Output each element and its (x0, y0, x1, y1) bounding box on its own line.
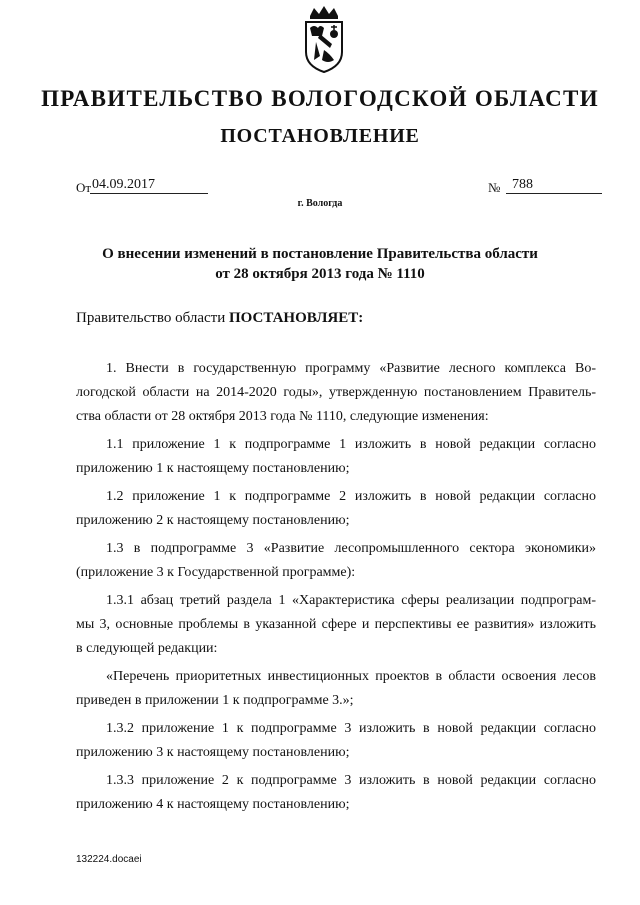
body-line: 1. Внести в государственную программу «Развитие лесного комплекса Во- (106, 361, 596, 376)
preamble-text: Правительство области (76, 310, 229, 326)
coat-of-arms-icon (300, 4, 348, 76)
body-line: 1.3.2 приложение 1 к подпрограмме 3 изложить в новой редакции согласно (106, 721, 596, 736)
document-date: 04.09.2017 (90, 177, 208, 194)
body-line: логодской области на 2014-2020 годы», утвержденную постановлением Правитель- (76, 385, 596, 400)
body-line: 1.1 приложение 1 к подпрограмме 1 изложить в новой редакции согласно (106, 437, 596, 452)
body-line: 1.3.1 абзац третий раздела 1 «Характеристика сферы реализации подпрограм- (106, 593, 596, 608)
body-line: мы 3, основные проблемы в указанной сфере и перспективы ее развития» изложить (76, 617, 596, 632)
body-line: 1.3 в подпрограмме 3 «Развитие лесопромышленного сектора экономики» (106, 541, 596, 556)
number-label: № (488, 180, 501, 195)
body-line: (приложение 3 к Государственной программе): (76, 565, 356, 580)
preamble (76, 310, 363, 327)
file-reference: 132224.docaei (76, 854, 142, 865)
subject-line: от 28 октября 2013 года № 1110 (215, 266, 425, 282)
document-type: ПОСТАНОВЛЕНИЕ (220, 125, 420, 147)
document-subject (0, 244, 640, 284)
subject-line: О внесении изменений в постановление Правительства области (102, 246, 538, 262)
body-line: «Перечень приоритетных инвестиционных проектов в области освоения лесов (106, 669, 596, 684)
body-line: приложению 3 к настоящему постановлению; (76, 745, 350, 760)
body-line: в следующей редакции: (76, 641, 218, 656)
date-label: От (76, 180, 92, 195)
body-line: приложению 4 к настоящему постановлению; (76, 797, 350, 812)
body-line: приведен в приложении 1 к подпрограмме 3.»; (76, 693, 354, 708)
city-name: г. Вологда (297, 198, 343, 209)
body-line: ства области от 28 октября 2013 года № 1110, следующие изменения: (76, 409, 489, 424)
body-line: 1.3.3 приложение 2 к подпрограмме 3 изложить в новой редакции согласно (106, 773, 596, 788)
document-number: 788 (506, 177, 602, 194)
document-body (76, 357, 596, 817)
preamble-keyword: ПОСТАНОВЛЯЕТ: (228, 310, 364, 326)
body-line: 1.2 приложение 1 к подпрограмме 2 изложить в новой редакции согласно (106, 489, 596, 504)
body-line: приложению 1 к настоящему постановлению; (76, 461, 350, 476)
body-line: приложению 2 к настоящему постановлению; (76, 513, 350, 528)
government-title: ПРАВИТЕЛЬСТВО ВОЛОГОДСКОЙ ОБЛАСТИ (41, 86, 599, 111)
